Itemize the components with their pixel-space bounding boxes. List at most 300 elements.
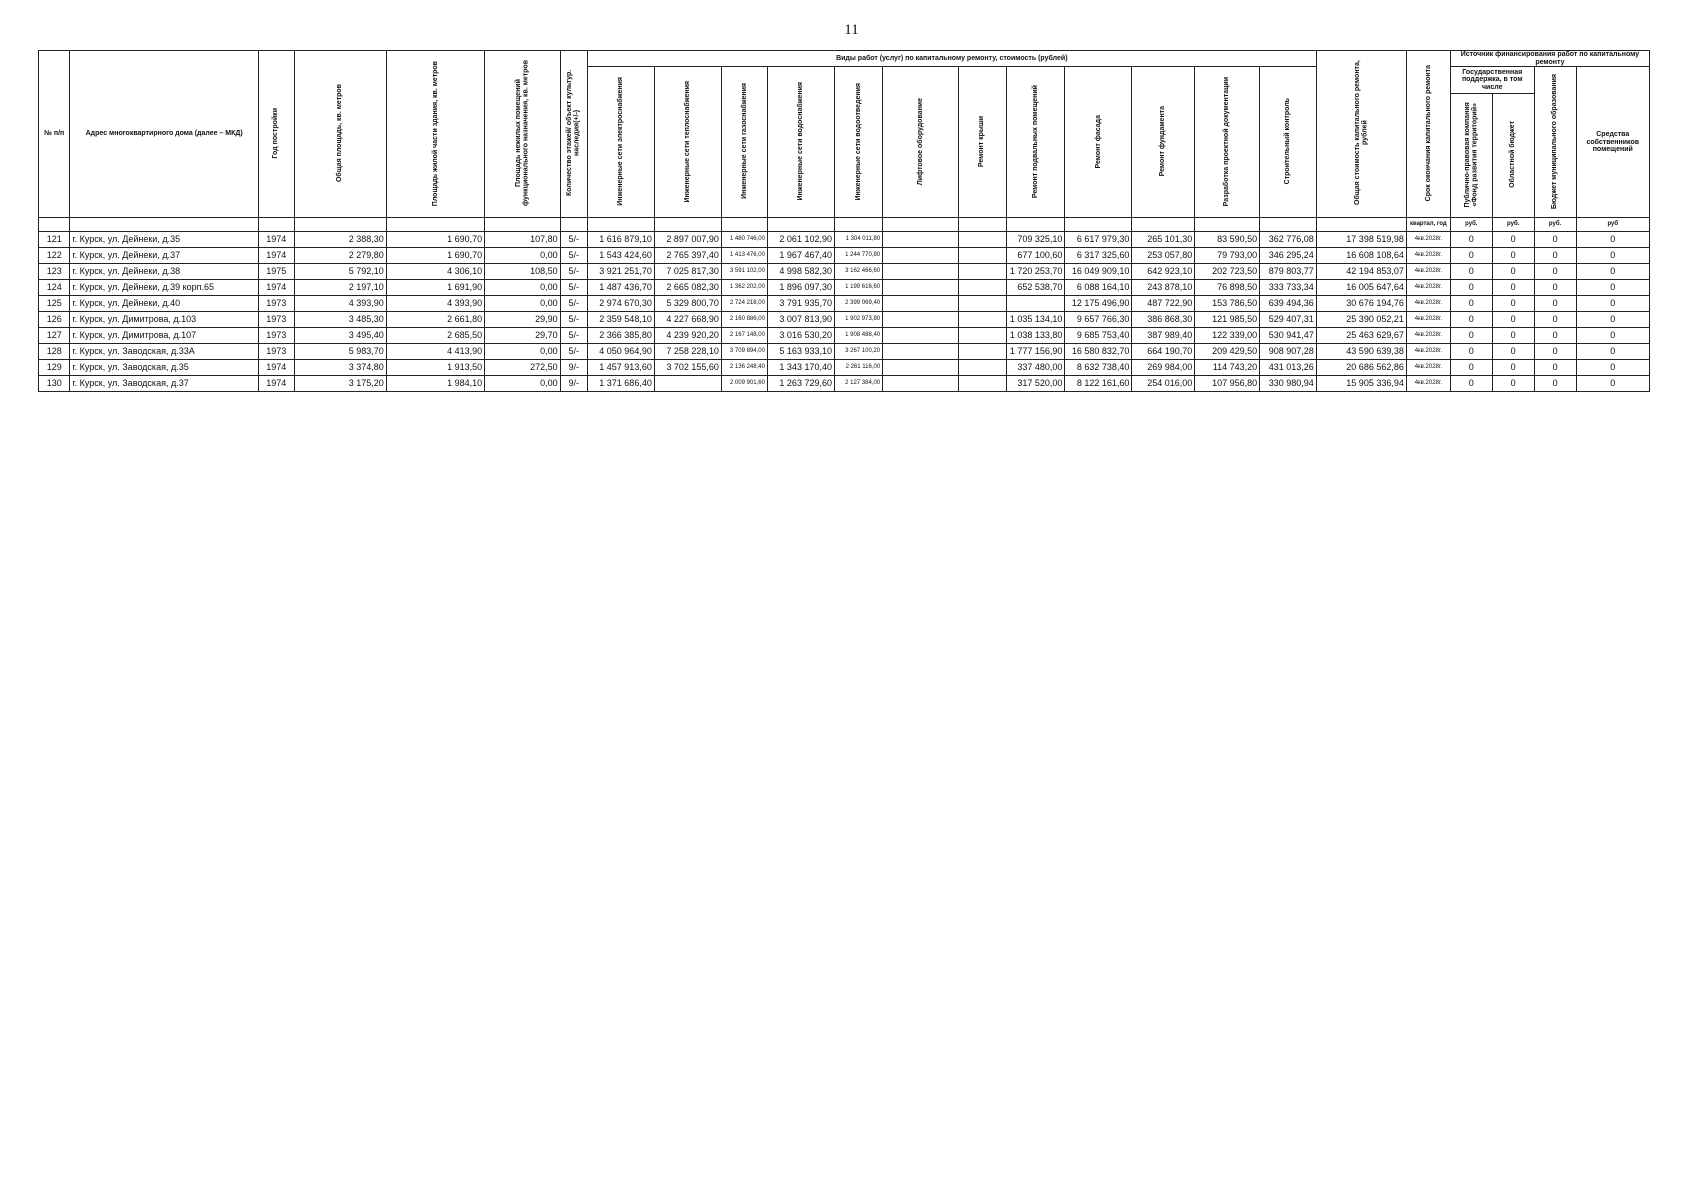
total-cost-cell: 15 905 336,94 bbox=[1316, 376, 1406, 392]
units-empty-cell bbox=[883, 218, 958, 232]
total-cost-cell: 42 194 853,07 bbox=[1316, 264, 1406, 280]
header-nonres-area: Площадь нежилых помещений функционального назначения, кв. метров bbox=[485, 51, 560, 218]
floors-cell: 5/- bbox=[560, 232, 587, 248]
basement-cost-cell bbox=[1006, 296, 1065, 312]
capital-repair-register-table bbox=[38, 50, 1650, 392]
units-empty-cell bbox=[767, 218, 834, 232]
gas-cost-cell: 2 724 218,00 bbox=[721, 296, 767, 312]
elevator-cost-cell bbox=[883, 312, 958, 328]
total-cost-cell: 43 590 639,38 bbox=[1316, 344, 1406, 360]
address-cell: г. Курск, ул. Заводская, д.37 bbox=[70, 376, 259, 392]
municipal-amount-cell: 0 bbox=[1534, 344, 1576, 360]
fund-amount-cell: 0 bbox=[1450, 296, 1492, 312]
floors-cell: 5/- bbox=[560, 248, 587, 264]
elevator-cost-cell bbox=[883, 360, 958, 376]
living-area-cell: 1 691,90 bbox=[386, 280, 484, 296]
control-cost-cell: 879 803,77 bbox=[1260, 264, 1317, 280]
living-area-cell: 4 306,10 bbox=[386, 264, 484, 280]
table-row bbox=[39, 264, 1650, 280]
living-area-cell: 2 685,50 bbox=[386, 328, 484, 344]
heat-cost-cell: 4 227 668,90 bbox=[654, 312, 721, 328]
total-cost-cell: 16 608 108,64 bbox=[1316, 248, 1406, 264]
basement-cost-cell: 677 100,60 bbox=[1006, 248, 1065, 264]
owners-amount-cell: 0 bbox=[1576, 376, 1649, 392]
deadline-cell: 4кв.2028г. bbox=[1406, 264, 1450, 280]
units-empty-cell bbox=[958, 218, 1006, 232]
municipal-amount-cell: 0 bbox=[1534, 264, 1576, 280]
elevator-cost-cell bbox=[883, 264, 958, 280]
roof-cost-cell bbox=[958, 328, 1006, 344]
electric-cost-cell: 1 371 686,40 bbox=[587, 376, 654, 392]
control-cost-cell: 362 776,08 bbox=[1260, 232, 1317, 248]
fund-amount-cell: 0 bbox=[1450, 344, 1492, 360]
heat-cost-cell: 2 897 007,90 bbox=[654, 232, 721, 248]
year-built-cell: 1974 bbox=[258, 376, 294, 392]
header-electric: Инженерные сети электроснабжения bbox=[587, 67, 654, 218]
sewer-cost-cell: 2 399 069,40 bbox=[834, 296, 882, 312]
total-area-cell: 3 495,40 bbox=[294, 328, 386, 344]
units-empty-cell bbox=[560, 218, 587, 232]
address-cell: г. Курск, ул. Заводская, д.33А bbox=[70, 344, 259, 360]
address-cell: г. Курск, ул. Димитрова, д.107 bbox=[70, 328, 259, 344]
year-built-cell: 1973 bbox=[258, 344, 294, 360]
total-area-cell: 5 983,70 bbox=[294, 344, 386, 360]
facade-cost-cell: 6 317 325,60 bbox=[1065, 248, 1132, 264]
unit-fund: руб. bbox=[1450, 218, 1492, 232]
foundation-cost-cell: 253 057,80 bbox=[1132, 248, 1195, 264]
table-row bbox=[39, 248, 1650, 264]
electric-cost-cell: 1 543 424,60 bbox=[587, 248, 654, 264]
floors-cell: 5/- bbox=[560, 296, 587, 312]
elevator-cost-cell bbox=[883, 344, 958, 360]
heat-cost-cell: 5 329 800,70 bbox=[654, 296, 721, 312]
region-amount-cell: 0 bbox=[1492, 344, 1534, 360]
total-area-cell: 2 197,10 bbox=[294, 280, 386, 296]
units-empty-cell bbox=[1132, 218, 1195, 232]
address-cell: г. Курск, ул. Димитрова, д.103 bbox=[70, 312, 259, 328]
fund-amount-cell: 0 bbox=[1450, 248, 1492, 264]
units-empty-cell bbox=[834, 218, 882, 232]
units-empty-cell bbox=[1260, 218, 1317, 232]
sewer-cost-cell: 2 127 384,00 bbox=[834, 376, 882, 392]
design-cost-cell: 107 956,80 bbox=[1195, 376, 1260, 392]
facade-cost-cell: 8 122 161,60 bbox=[1065, 376, 1132, 392]
gas-cost-cell: 1 362 202,00 bbox=[721, 280, 767, 296]
units-empty-cell bbox=[39, 218, 70, 232]
elevator-cost-cell bbox=[883, 232, 958, 248]
living-area-cell: 1 690,70 bbox=[386, 248, 484, 264]
units-empty-cell bbox=[258, 218, 294, 232]
header-num: № п/п bbox=[39, 51, 70, 218]
design-cost-cell: 202 723,50 bbox=[1195, 264, 1260, 280]
header-region: Областной бюджет bbox=[1492, 93, 1534, 218]
basement-cost-cell: 1 038 133,80 bbox=[1006, 328, 1065, 344]
water-cost-cell: 4 998 582,30 bbox=[767, 264, 834, 280]
header-gas: Инженерные сети газоснабжения bbox=[721, 67, 767, 218]
foundation-cost-cell: 269 984,00 bbox=[1132, 360, 1195, 376]
row-number-cell: 129 bbox=[39, 360, 70, 376]
total-cost-cell: 17 398 519,98 bbox=[1316, 232, 1406, 248]
nonres-area-cell: 29,70 bbox=[485, 328, 560, 344]
owners-amount-cell: 0 bbox=[1576, 328, 1649, 344]
elevator-cost-cell bbox=[883, 376, 958, 392]
header-address: Адрес многоквартирного дома (далее – МКД) bbox=[70, 51, 259, 218]
row-number-cell: 128 bbox=[39, 344, 70, 360]
sewer-cost-cell: 2 261 116,00 bbox=[834, 360, 882, 376]
nonres-area-cell: 108,50 bbox=[485, 264, 560, 280]
fund-amount-cell: 0 bbox=[1450, 360, 1492, 376]
basement-cost-cell: 337 480,00 bbox=[1006, 360, 1065, 376]
header-water: Инженерные сети водоснабжения bbox=[767, 67, 834, 218]
floors-cell: 5/- bbox=[560, 328, 587, 344]
header-control: Строительный контроль bbox=[1260, 67, 1317, 218]
facade-cost-cell: 8 632 738,40 bbox=[1065, 360, 1132, 376]
municipal-amount-cell: 0 bbox=[1534, 328, 1576, 344]
total-cost-cell: 16 005 647,64 bbox=[1316, 280, 1406, 296]
basement-cost-cell: 317 520,00 bbox=[1006, 376, 1065, 392]
fund-amount-cell: 0 bbox=[1450, 264, 1492, 280]
nonres-area-cell: 29,90 bbox=[485, 312, 560, 328]
header-facade: Ремонт фасада bbox=[1065, 67, 1132, 218]
unit-municipal: руб. bbox=[1534, 218, 1576, 232]
nonres-area-cell: 0,00 bbox=[485, 248, 560, 264]
address-cell: г. Курск, ул. Дейнеки, д.37 bbox=[70, 248, 259, 264]
living-area-cell: 2 661,80 bbox=[386, 312, 484, 328]
water-cost-cell: 1 343 170,40 bbox=[767, 360, 834, 376]
control-cost-cell: 431 013,26 bbox=[1260, 360, 1317, 376]
address-cell: г. Курск, ул. Заводская, д.35 bbox=[70, 360, 259, 376]
total-cost-cell: 25 390 052,21 bbox=[1316, 312, 1406, 328]
floors-cell: 5/- bbox=[560, 264, 587, 280]
sewer-cost-cell: 3 267 100,20 bbox=[834, 344, 882, 360]
roof-cost-cell bbox=[958, 376, 1006, 392]
basement-cost-cell: 1 777 156,90 bbox=[1006, 344, 1065, 360]
total-area-cell: 5 792,10 bbox=[294, 264, 386, 280]
foundation-cost-cell: 664 190,70 bbox=[1132, 344, 1195, 360]
units-empty-cell bbox=[294, 218, 386, 232]
design-cost-cell: 209 429,50 bbox=[1195, 344, 1260, 360]
elevator-cost-cell bbox=[883, 248, 958, 264]
sewer-cost-cell: 3 162 466,60 bbox=[834, 264, 882, 280]
basement-cost-cell: 1 720 253,70 bbox=[1006, 264, 1065, 280]
municipal-amount-cell: 0 bbox=[1534, 280, 1576, 296]
header-design: Разработка проектной документации bbox=[1195, 67, 1260, 218]
basement-cost-cell: 709 325,10 bbox=[1006, 232, 1065, 248]
water-cost-cell: 3 791 935,70 bbox=[767, 296, 834, 312]
row-number-cell: 122 bbox=[39, 248, 70, 264]
electric-cost-cell: 2 359 548,10 bbox=[587, 312, 654, 328]
owners-amount-cell: 0 bbox=[1576, 360, 1649, 376]
header-municipal: Бюджет муниципального образования bbox=[1534, 67, 1576, 218]
living-area-cell: 4 413,90 bbox=[386, 344, 484, 360]
heat-cost-cell: 4 239 920,20 bbox=[654, 328, 721, 344]
header-living-area: Площадь жилой части здания, кв. метров bbox=[386, 51, 484, 218]
total-area-cell: 2 388,30 bbox=[294, 232, 386, 248]
nonres-area-cell: 0,00 bbox=[485, 376, 560, 392]
living-area-cell: 1 984,10 bbox=[386, 376, 484, 392]
header-state-group: Государственная поддержка, в том числе bbox=[1450, 67, 1534, 94]
row-number-cell: 123 bbox=[39, 264, 70, 280]
facade-cost-cell: 16 049 909,10 bbox=[1065, 264, 1132, 280]
region-amount-cell: 0 bbox=[1492, 232, 1534, 248]
electric-cost-cell: 1 616 879,10 bbox=[587, 232, 654, 248]
owners-amount-cell: 0 bbox=[1576, 248, 1649, 264]
municipal-amount-cell: 0 bbox=[1534, 296, 1576, 312]
basement-cost-cell: 652 538,70 bbox=[1006, 280, 1065, 296]
page-number: 11 bbox=[844, 22, 859, 38]
address-cell: г. Курск, ул. Дейнеки, д.39 корп.65 bbox=[70, 280, 259, 296]
nonres-area-cell: 0,00 bbox=[485, 344, 560, 360]
water-cost-cell: 3 016 530,20 bbox=[767, 328, 834, 344]
floors-cell: 9/- bbox=[560, 360, 587, 376]
water-cost-cell: 1 967 467,40 bbox=[767, 248, 834, 264]
units-empty-cell bbox=[386, 218, 484, 232]
deadline-cell: 4кв.2028г. bbox=[1406, 376, 1450, 392]
header-roof: Ремонт крыши bbox=[958, 67, 1006, 218]
control-cost-cell: 330 980,94 bbox=[1260, 376, 1317, 392]
units-empty-cell bbox=[1065, 218, 1132, 232]
header-fund: Публично-правовая компания «Фонд развития территорий» bbox=[1450, 93, 1492, 218]
roof-cost-cell bbox=[958, 264, 1006, 280]
elevator-cost-cell bbox=[883, 296, 958, 312]
unit-region: руб. bbox=[1492, 218, 1534, 232]
elevator-cost-cell bbox=[883, 280, 958, 296]
electric-cost-cell: 1 457 913,60 bbox=[587, 360, 654, 376]
table-row bbox=[39, 232, 1650, 248]
nonres-area-cell: 0,00 bbox=[485, 280, 560, 296]
gas-cost-cell: 1 413 476,00 bbox=[721, 248, 767, 264]
electric-cost-cell: 4 050 964,90 bbox=[587, 344, 654, 360]
deadline-cell: 4кв.2028г. bbox=[1406, 328, 1450, 344]
water-cost-cell: 2 061 102,90 bbox=[767, 232, 834, 248]
facade-cost-cell: 9 657 766,30 bbox=[1065, 312, 1132, 328]
fund-amount-cell: 0 bbox=[1450, 232, 1492, 248]
heat-cost-cell: 7 025 817,30 bbox=[654, 264, 721, 280]
units-empty-cell bbox=[721, 218, 767, 232]
heat-cost-cell: 2 665 082,30 bbox=[654, 280, 721, 296]
units-empty-cell bbox=[587, 218, 654, 232]
header-fin-group: Источник финансирования работ по капитальному ремонту bbox=[1450, 51, 1649, 67]
units-empty-cell bbox=[70, 218, 259, 232]
sewer-cost-cell: 1 908 488,40 bbox=[834, 328, 882, 344]
facade-cost-cell: 6 617 979,30 bbox=[1065, 232, 1132, 248]
facade-cost-cell: 12 175 496,90 bbox=[1065, 296, 1132, 312]
living-area-cell: 1 913,50 bbox=[386, 360, 484, 376]
header-row-1 bbox=[39, 51, 1650, 67]
nonres-area-cell: 107,80 bbox=[485, 232, 560, 248]
design-cost-cell: 153 786,50 bbox=[1195, 296, 1260, 312]
total-cost-cell: 30 676 194,76 bbox=[1316, 296, 1406, 312]
header-heat: Инженерные сети теплоснабжения bbox=[654, 67, 721, 218]
deadline-cell: 4кв.2028г. bbox=[1406, 312, 1450, 328]
municipal-amount-cell: 0 bbox=[1534, 312, 1576, 328]
sewer-cost-cell: 1 304 011,80 bbox=[834, 232, 882, 248]
design-cost-cell: 121 985,50 bbox=[1195, 312, 1260, 328]
address-cell: г. Курск, ул. Дейнеки, д.38 bbox=[70, 264, 259, 280]
total-cost-cell: 25 463 629,67 bbox=[1316, 328, 1406, 344]
year-built-cell: 1974 bbox=[258, 232, 294, 248]
roof-cost-cell bbox=[958, 344, 1006, 360]
roof-cost-cell bbox=[958, 360, 1006, 376]
elevator-cost-cell bbox=[883, 328, 958, 344]
gas-cost-cell: 3 709 894,00 bbox=[721, 344, 767, 360]
owners-amount-cell: 0 bbox=[1576, 264, 1649, 280]
gas-cost-cell: 2 167 148,00 bbox=[721, 328, 767, 344]
year-built-cell: 1975 bbox=[258, 264, 294, 280]
table-row bbox=[39, 280, 1650, 296]
foundation-cost-cell: 265 101,30 bbox=[1132, 232, 1195, 248]
region-amount-cell: 0 bbox=[1492, 376, 1534, 392]
total-area-cell: 3 374,80 bbox=[294, 360, 386, 376]
address-cell: г. Курск, ул. Дейнеки, д.40 bbox=[70, 296, 259, 312]
roof-cost-cell bbox=[958, 312, 1006, 328]
electric-cost-cell: 2 974 670,30 bbox=[587, 296, 654, 312]
header-total-cost: Общая стоимость капитального ремонта, рублей bbox=[1316, 51, 1406, 218]
deadline-cell: 4кв.2028г. bbox=[1406, 360, 1450, 376]
row-number-cell: 125 bbox=[39, 296, 70, 312]
year-built-cell: 1973 bbox=[258, 312, 294, 328]
fund-amount-cell: 0 bbox=[1450, 280, 1492, 296]
header-works-group: Виды работ (услуг) по капитальному ремонту, стоимость (рублей) bbox=[587, 51, 1316, 67]
table-row bbox=[39, 344, 1650, 360]
fund-amount-cell: 0 bbox=[1450, 376, 1492, 392]
header-owners: Средства собственников помещений bbox=[1576, 67, 1649, 218]
header-total-area: Общая площадь, кв. метров bbox=[294, 51, 386, 218]
deadline-cell: 4кв.2028г. bbox=[1406, 344, 1450, 360]
total-area-cell: 4 393,90 bbox=[294, 296, 386, 312]
units-row bbox=[39, 218, 1650, 232]
units-empty-cell bbox=[654, 218, 721, 232]
control-cost-cell: 639 494,36 bbox=[1260, 296, 1317, 312]
row-number-cell: 121 bbox=[39, 232, 70, 248]
total-area-cell: 3 175,20 bbox=[294, 376, 386, 392]
year-built-cell: 1974 bbox=[258, 280, 294, 296]
control-cost-cell: 908 907,28 bbox=[1260, 344, 1317, 360]
region-amount-cell: 0 bbox=[1492, 248, 1534, 264]
units-empty-cell bbox=[485, 218, 560, 232]
foundation-cost-cell: 254 016,00 bbox=[1132, 376, 1195, 392]
sewer-cost-cell: 1 199 616,60 bbox=[834, 280, 882, 296]
roof-cost-cell bbox=[958, 296, 1006, 312]
control-cost-cell: 346 295,24 bbox=[1260, 248, 1317, 264]
region-amount-cell: 0 bbox=[1492, 280, 1534, 296]
floors-cell: 5/- bbox=[560, 344, 587, 360]
table-row bbox=[39, 328, 1650, 344]
roof-cost-cell bbox=[958, 248, 1006, 264]
deadline-cell: 4кв.2028г. bbox=[1406, 248, 1450, 264]
facade-cost-cell: 16 580 832,70 bbox=[1065, 344, 1132, 360]
deadline-cell: 4кв.2028г. bbox=[1406, 280, 1450, 296]
gas-cost-cell: 1 480 746,00 bbox=[721, 232, 767, 248]
units-empty-cell bbox=[1006, 218, 1065, 232]
control-cost-cell: 529 407,31 bbox=[1260, 312, 1317, 328]
municipal-amount-cell: 0 bbox=[1534, 376, 1576, 392]
header-sewer: Инженерные сети водоотведения bbox=[834, 67, 882, 218]
year-built-cell: 1974 bbox=[258, 360, 294, 376]
heat-cost-cell: 3 702 155,60 bbox=[654, 360, 721, 376]
design-cost-cell: 114 743,20 bbox=[1195, 360, 1260, 376]
nonres-area-cell: 0,00 bbox=[485, 296, 560, 312]
electric-cost-cell: 1 487 436,70 bbox=[587, 280, 654, 296]
header-deadline: Срок окончания капитального ремонта bbox=[1406, 51, 1450, 218]
living-area-cell: 1 690,70 bbox=[386, 232, 484, 248]
foundation-cost-cell: 386 868,30 bbox=[1132, 312, 1195, 328]
heat-cost-cell: 2 765 397,40 bbox=[654, 248, 721, 264]
row-number-cell: 126 bbox=[39, 312, 70, 328]
water-cost-cell: 1 263 729,60 bbox=[767, 376, 834, 392]
region-amount-cell: 0 bbox=[1492, 296, 1534, 312]
row-number-cell: 124 bbox=[39, 280, 70, 296]
design-cost-cell: 83 590,50 bbox=[1195, 232, 1260, 248]
deadline-cell: 4кв.2028г. bbox=[1406, 232, 1450, 248]
total-area-cell: 3 485,30 bbox=[294, 312, 386, 328]
table-row bbox=[39, 312, 1650, 328]
unit-owners: руб bbox=[1576, 218, 1649, 232]
water-cost-cell: 3 007 813,90 bbox=[767, 312, 834, 328]
facade-cost-cell: 9 685 753,40 bbox=[1065, 328, 1132, 344]
owners-amount-cell: 0 bbox=[1576, 296, 1649, 312]
sewer-cost-cell: 1 244 770,80 bbox=[834, 248, 882, 264]
foundation-cost-cell: 487 722,90 bbox=[1132, 296, 1195, 312]
owners-amount-cell: 0 bbox=[1576, 280, 1649, 296]
gas-cost-cell: 3 591 102,00 bbox=[721, 264, 767, 280]
region-amount-cell: 0 bbox=[1492, 312, 1534, 328]
total-area-cell: 2 279,80 bbox=[294, 248, 386, 264]
units-empty-cell bbox=[1195, 218, 1260, 232]
owners-amount-cell: 0 bbox=[1576, 344, 1649, 360]
heat-cost-cell bbox=[654, 376, 721, 392]
header-floors: Количество этажей/ объект культур. наследия(+/-) bbox=[560, 51, 587, 218]
region-amount-cell: 0 bbox=[1492, 360, 1534, 376]
water-cost-cell: 5 163 933,10 bbox=[767, 344, 834, 360]
table-row bbox=[39, 360, 1650, 376]
facade-cost-cell: 6 088 164,10 bbox=[1065, 280, 1132, 296]
roof-cost-cell bbox=[958, 280, 1006, 296]
owners-amount-cell: 0 bbox=[1576, 232, 1649, 248]
header-elevator: Лифтовое оборудование bbox=[883, 67, 958, 218]
floors-cell: 5/- bbox=[560, 280, 587, 296]
year-built-cell: 1973 bbox=[258, 296, 294, 312]
nonres-area-cell: 272,50 bbox=[485, 360, 560, 376]
basement-cost-cell: 1 035 134,10 bbox=[1006, 312, 1065, 328]
sewer-cost-cell: 1 902 973,80 bbox=[834, 312, 882, 328]
municipal-amount-cell: 0 bbox=[1534, 232, 1576, 248]
gas-cost-cell: 2 009 901,60 bbox=[721, 376, 767, 392]
floors-cell: 5/- bbox=[560, 312, 587, 328]
design-cost-cell: 122 339,00 bbox=[1195, 328, 1260, 344]
gas-cost-cell: 2 160 886,00 bbox=[721, 312, 767, 328]
roof-cost-cell bbox=[958, 232, 1006, 248]
gas-cost-cell: 2 136 248,40 bbox=[721, 360, 767, 376]
floors-cell: 9/- bbox=[560, 376, 587, 392]
units-empty-cell bbox=[1316, 218, 1406, 232]
municipal-amount-cell: 0 bbox=[1534, 360, 1576, 376]
foundation-cost-cell: 387 989,40 bbox=[1132, 328, 1195, 344]
header-year: Год постройки bbox=[258, 51, 294, 218]
address-cell: г. Курск, ул. Дейнеки, д.35 bbox=[70, 232, 259, 248]
heat-cost-cell: 7 258 228,10 bbox=[654, 344, 721, 360]
year-built-cell: 1974 bbox=[258, 248, 294, 264]
living-area-cell: 4 393,90 bbox=[386, 296, 484, 312]
control-cost-cell: 333 733,34 bbox=[1260, 280, 1317, 296]
design-cost-cell: 79 793,00 bbox=[1195, 248, 1260, 264]
design-cost-cell: 76 898,50 bbox=[1195, 280, 1260, 296]
table-row bbox=[39, 376, 1650, 392]
municipal-amount-cell: 0 bbox=[1534, 248, 1576, 264]
row-number-cell: 127 bbox=[39, 328, 70, 344]
region-amount-cell: 0 bbox=[1492, 328, 1534, 344]
unit-deadline: квартал, год bbox=[1406, 218, 1450, 232]
